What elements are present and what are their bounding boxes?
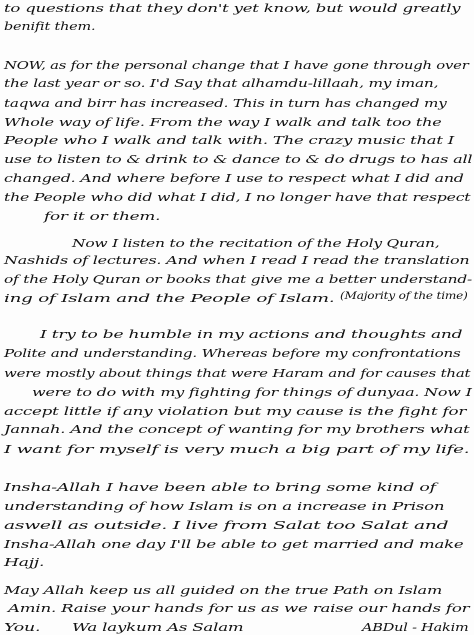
letter-line: People who I walk and talk with. The crazy music that I bbox=[4, 133, 455, 147]
letter-line: the People who did what I did, I no longer have that respect bbox=[4, 190, 471, 204]
letter-line: Polite and understanding. Whereas before my confrontations bbox=[4, 346, 461, 360]
letter-line: You. bbox=[4, 620, 41, 634]
letter-line: Insha-Allah one day I'll be able to get married and make bbox=[4, 537, 464, 551]
letter-line: were mostly about things that were Haram and for causes that bbox=[4, 366, 471, 380]
letter-line: changed. And where before I use to respect what I did and bbox=[4, 171, 464, 185]
letter-line: of the Holy Quran or books that give me a better understand- bbox=[4, 272, 473, 286]
letter-line: ing of Islam and the People of Islam. bbox=[4, 291, 335, 305]
letter-line: aswell as outside. I live from Salat too Salat and bbox=[4, 518, 449, 532]
letter-line: taqwa and birr has increased. This in turn has changed my bbox=[4, 96, 447, 110]
letter-line: Whole way of life. From the way I walk and talk too the bbox=[4, 115, 442, 129]
letter-line: I try to be humble in my actions and thoughts and bbox=[40, 327, 463, 341]
letter-line: to questions that they don't yet know, but would greatly bbox=[4, 1, 461, 15]
letter-line: Nashids of lectures. And when I read I read the translation bbox=[4, 253, 470, 267]
letter-line: Insha-Allah I have been able to bring some kind of bbox=[4, 480, 436, 494]
letter-line: Hajj. bbox=[4, 555, 45, 569]
letter-line: for it or them. bbox=[44, 209, 161, 223]
letter-line: use to listen to & drink to & dance to & do drugs to has all bbox=[4, 152, 473, 166]
letter-line: were to do with my fighting for things of dunyaa. Now I bbox=[32, 385, 472, 399]
letter-line: Now I listen to the recitation of the Holy Quran, bbox=[72, 236, 440, 250]
letter-line: understanding of how Islam is on a increase in Prison bbox=[4, 499, 445, 513]
letter-line: I want for myself is very much a big part of my life. bbox=[4, 442, 470, 456]
letter-line: May Allah keep us all guided on the true Path on Islam bbox=[4, 583, 443, 597]
margin-note: (Majority of the time) bbox=[340, 291, 468, 302]
letter-line: the last year or so. I'd Say that alhamdu-lillaah, my iman, bbox=[4, 76, 439, 90]
signature-name: ABDul - Hakim bbox=[362, 620, 469, 634]
letter-line: accept little if any violation but my cause is the fight for bbox=[4, 404, 467, 418]
letter-line: NOW, as for the personal change that I have gone through over bbox=[4, 58, 469, 72]
letter-line: Jannah. And the concept of wanting for my brothers what bbox=[4, 422, 470, 436]
closing-salutation: Wa laykum As Salam bbox=[72, 620, 244, 634]
letter-line: benifit them. bbox=[4, 19, 96, 33]
letter-line: Amin. Raise your hands for us as we raise our hands for bbox=[8, 601, 470, 615]
